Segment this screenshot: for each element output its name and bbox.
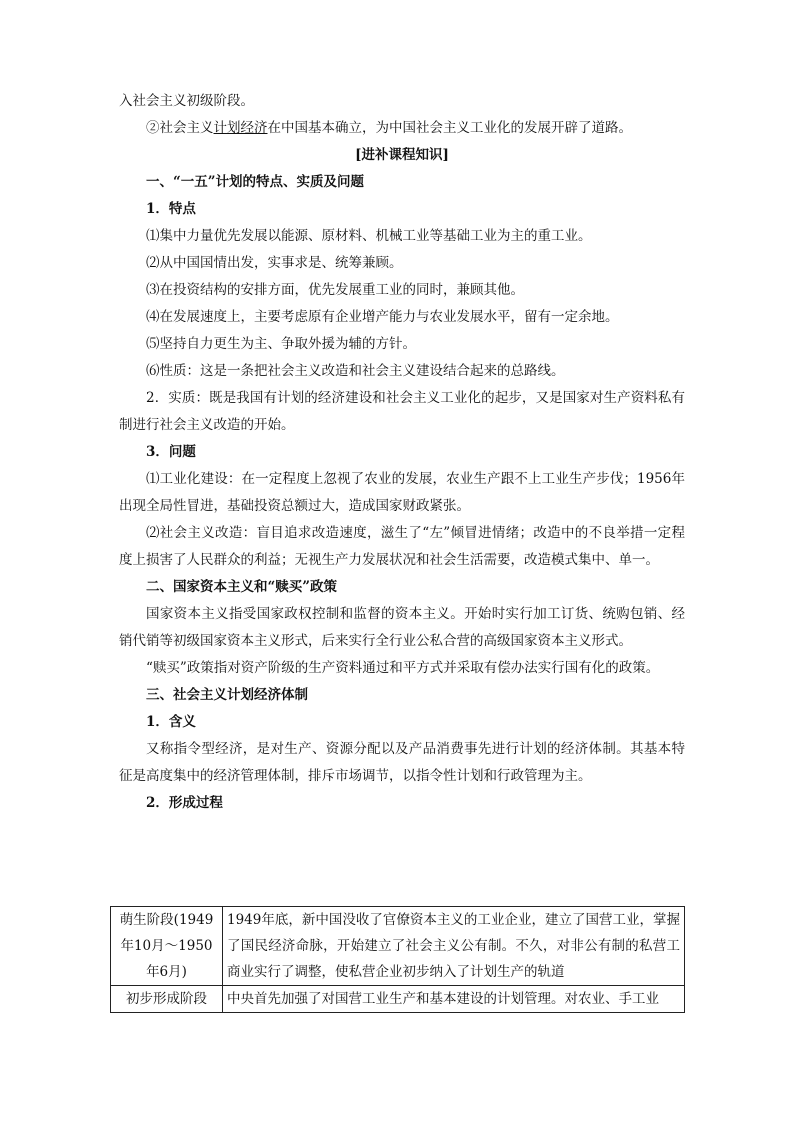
paragraph: ⑴工业化建设：在一定程度上忽视了农业的发展，农业生产跟不上工业生产步伐；1956年出现全局性冒进，基础投资总额过大，造成国家财政紧张。 — [119, 471, 685, 514]
paragraph: 又称指令型经济，是对生产、资源分配以及产品消费事先进行计划的经济体制。其基本特征是高度集中的经济管理体制，排斥市场调节，以指令性计划和行政管理为主。 — [119, 741, 685, 784]
text-line: 入社会主义初级阶段。 — [119, 93, 254, 109]
subheading: 3．问题 — [146, 444, 196, 460]
underlined-term: 计划经济 — [213, 120, 268, 136]
table-row — [111, 986, 685, 1013]
subheading: 2．形成过程 — [146, 795, 223, 811]
text-line: ⑹性质：这是一条把社会主义改造和社会主义建设结合起来的总路线。 — [146, 363, 565, 379]
heading-3: 三、社会主义计划经济体制 — [146, 687, 308, 703]
text-line: ⑶在投资结构的安排方面，优先发展重工业的同时，兼顾其他。 — [146, 282, 524, 298]
table-cell-stage: 萌生阶段(1949年10月～1950年6月) — [111, 907, 223, 986]
paragraph: 2．实质：既是我国有计划的经济建设和社会主义工业化的起步，又是国家对生产资料私有制进行社会主义改造的开始。 — [119, 390, 685, 433]
paragraph: ⑵社会主义改造：盲目追求改造速度，滋生了“左”倾冒进情绪；改造中的不良举措一定程度上损害了人民群众的利益；无视生产力发展状况和社会生活需要，改造模式集中、单一。 — [119, 525, 685, 568]
subheading: 1．含义 — [146, 714, 196, 730]
table-cell-desc: 中央首先加强了对国营工业生产和基本建设的计划管理。对农业、手工业 — [223, 986, 685, 1013]
table-cell-stage: 初步形成阶段 — [111, 986, 223, 1013]
text-line: ⑷在发展速度上，主要考虑原有企业增产能力与农业发展水平，留有一定余地。 — [146, 309, 619, 325]
text-line — [119, 115, 685, 142]
subheading: 1．特点 — [146, 201, 196, 217]
section-tag: [进补课程知识] — [355, 147, 449, 163]
text-line: ⑵从中国国情出发，实事求是、统筹兼顾。 — [146, 255, 403, 271]
text-line: ⑴集中力量优先发展以能源、原材料、机械工业等基础工业为主的重工业。 — [146, 228, 592, 244]
text-span: 在中国基本确立，为中国社会主义工业化的发展开辟了道路。 — [267, 120, 632, 136]
heading-1: 一、“一五”计划的特点、实质及问题 — [146, 174, 365, 190]
table-row — [111, 907, 685, 986]
text-span: ②社会主义 — [146, 120, 214, 136]
formation-table — [110, 906, 685, 1013]
document-page — [119, 88, 685, 817]
heading-2: 二、国家资本主义和“赎买”政策 — [146, 579, 338, 595]
paragraph: “赎买”政策指对资产阶级的生产资料通过和平方式并采取有偿办法实行国有化的政策。 — [146, 660, 660, 676]
table-cell-desc: 1949年底，新中国没收了官僚资本主义的工业企业，建立了国营工业，掌握了国民经济命脉，开始建立了社会主义公有制。不久，对非公有制的私营工商业实行了调整，使私营企业初步纳入了计划生产的轨道 — [223, 907, 685, 986]
text-line: ⑸坚持自力更生为主、争取外援为辅的方针。 — [146, 336, 416, 352]
paragraph: 国家资本主义指受国家政权控制和监督的资本主义。开始时实行加工订货、统购包销、经销代销等初级国家资本主义形式，后来实行全行业公私合营的高级国家资本主义形式。 — [119, 606, 685, 649]
